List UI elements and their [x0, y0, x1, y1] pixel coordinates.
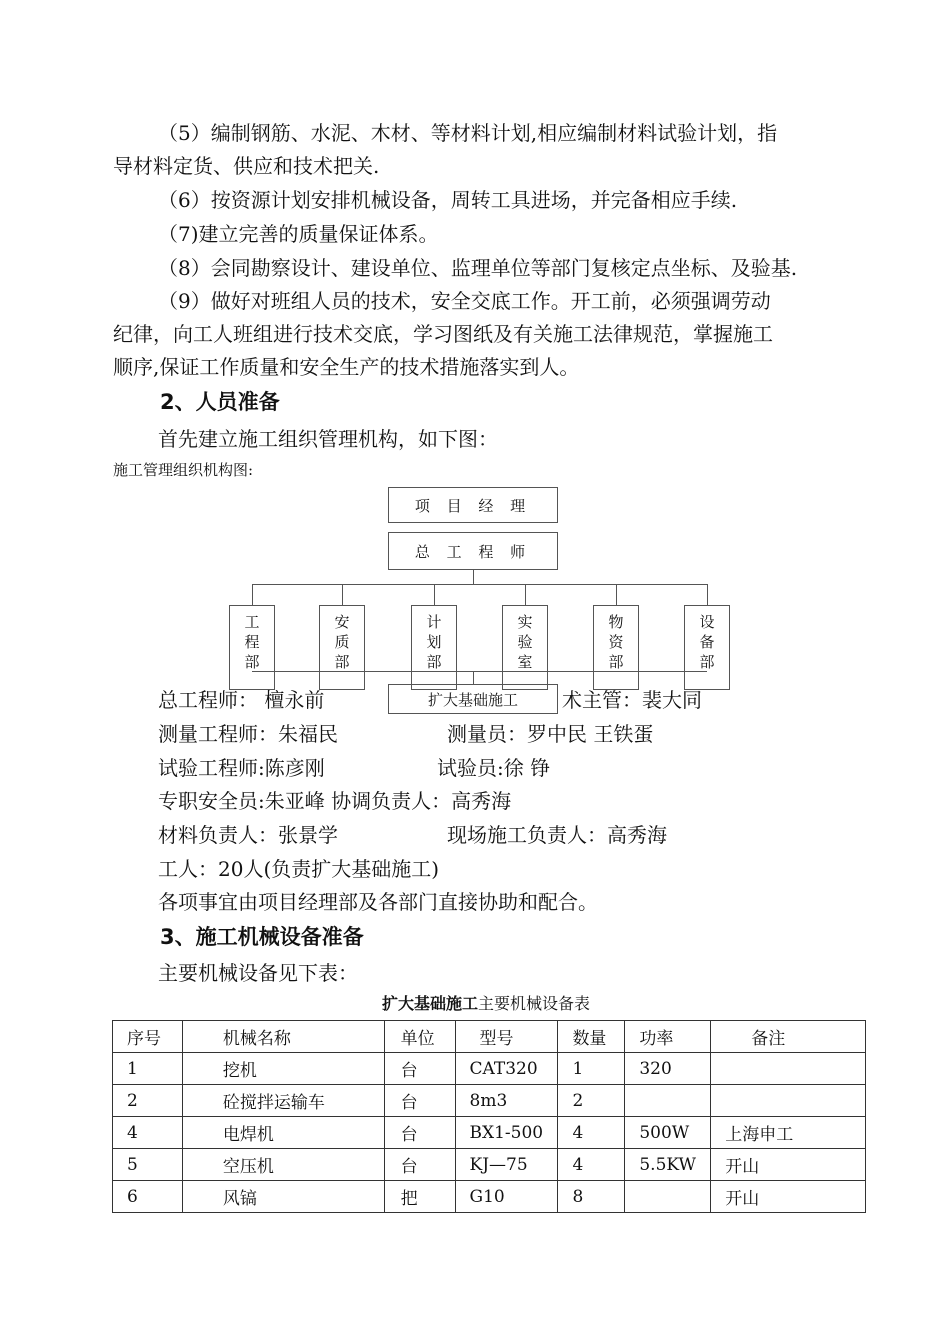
- table-row: [113, 1085, 866, 1117]
- table-cell: 5.5KW: [625, 1149, 711, 1181]
- staff-safety-officer: 专职安全员:朱亚峰 协调负责人：高秀海: [158, 789, 512, 813]
- org-box-char: 资: [608, 633, 624, 651]
- org-connector: [616, 584, 617, 605]
- table-cell: 空压机: [182, 1149, 384, 1181]
- staff-site-lead: 现场施工负责人：高秀海: [447, 823, 667, 847]
- table-row: [113, 1117, 866, 1149]
- org-box-project-manager: 项 目 经 理: [388, 487, 558, 523]
- table-cell: 2: [558, 1085, 625, 1117]
- table-cell: 1: [558, 1053, 625, 1085]
- table-cell: 砼搅拌运输车: [182, 1085, 384, 1117]
- table-header-cell: 型号: [455, 1021, 558, 1053]
- org-box-char: 工: [244, 613, 260, 631]
- table-cell: 1: [113, 1053, 183, 1085]
- org-box-char: 程: [244, 633, 260, 651]
- org-box-char: 备: [699, 633, 715, 651]
- org-box-chief-engineer: 总 工 程 师: [388, 532, 558, 570]
- org-connector: [252, 584, 707, 585]
- org-connector: [252, 584, 253, 605]
- staff-tech-director: 术主管：裴大同: [562, 688, 702, 712]
- table-cell: 5: [113, 1149, 183, 1181]
- table-cell: 台: [384, 1053, 455, 1085]
- table-cell: CAT320: [455, 1053, 558, 1085]
- section-heading-personnel: 2、人员准备: [160, 390, 280, 414]
- table-cell: 500W: [625, 1117, 711, 1149]
- table-cell: 上海申工: [711, 1117, 866, 1149]
- section-intro-personnel: 首先建立施工组织管理机构，如下图：: [158, 427, 498, 451]
- org-connector: [252, 671, 707, 672]
- paragraph-item-5-cont: 导材料定货、供应和技术把关.: [113, 154, 380, 178]
- table-cell: 4: [558, 1149, 625, 1181]
- table-cell: 挖机: [182, 1053, 384, 1085]
- table-cell: [625, 1181, 711, 1213]
- staff-tester: 试验员:徐 铮: [437, 756, 551, 780]
- staff-chief-engineer: 总工程师： 檀永前: [158, 688, 325, 712]
- org-box-safety-quality-dept: [319, 605, 365, 690]
- org-box-char: 部: [608, 653, 624, 671]
- staff-workers: 工人：20人(负责扩大基础施工): [158, 857, 440, 881]
- table-cell: 4: [113, 1117, 183, 1149]
- table-cell: 320: [625, 1053, 711, 1085]
- paragraph-item-8: （8）会同勘察设计、建设单位、监理单位等部门复核定点坐标、及验基.: [158, 256, 798, 280]
- org-box-planning-dept: [411, 605, 457, 690]
- org-box-char: 物: [608, 613, 624, 631]
- table-title: [382, 995, 590, 1013]
- org-connector: [434, 584, 435, 605]
- equipment-table: [112, 1020, 866, 1213]
- table-header-cell: 单位: [384, 1021, 455, 1053]
- section-intro-equipment: 主要机械设备见下表：: [158, 961, 358, 985]
- table-header-row: [113, 1021, 866, 1053]
- table-cell: BX1-500: [455, 1117, 558, 1149]
- org-box-char: 计: [426, 613, 442, 631]
- org-box-char: 部: [244, 653, 260, 671]
- org-box-char: 部: [426, 653, 442, 671]
- staff-survey-engineer: 测量工程师：朱福民: [158, 722, 338, 746]
- org-chart-caption: 施工管理组织机构图:: [113, 461, 254, 479]
- table-cell: 把: [384, 1181, 455, 1213]
- table-cell: G10: [455, 1181, 558, 1213]
- table-title-bold: 扩大基础施工: [382, 994, 479, 1013]
- table-cell: 4: [558, 1117, 625, 1149]
- table-cell: 开山: [711, 1181, 866, 1213]
- org-box-char: 质: [334, 633, 350, 651]
- paragraph-item-5: （5）编制钢筋、水泥、木材、等材料计划,相应编制材料试验计划，指: [158, 121, 778, 145]
- table-cell: KJ—75: [455, 1149, 558, 1181]
- org-connector: [342, 584, 343, 605]
- table-cell: [711, 1085, 866, 1117]
- org-box-char: 部: [334, 653, 350, 671]
- table-cell: 台: [384, 1085, 455, 1117]
- org-box-char: 部: [699, 653, 715, 671]
- paragraph-item-7: （7)建立完善的质量保证体系。: [158, 222, 439, 246]
- org-connector: [473, 570, 474, 584]
- table-header-cell: 序号: [113, 1021, 183, 1053]
- table-cell: 电焊机: [182, 1117, 384, 1149]
- table-row: [113, 1053, 866, 1085]
- paragraph-item-9-cont2: 顺序,保证工作质量和安全生产的技术措施落实到人。: [113, 355, 580, 379]
- table-cell: 台: [384, 1149, 455, 1181]
- table-cell: 8: [558, 1181, 625, 1213]
- org-box-laboratory: [502, 605, 548, 690]
- table-header-cell: 功率: [625, 1021, 711, 1053]
- table-row: [113, 1181, 866, 1213]
- table-header-cell: 备注: [711, 1021, 866, 1053]
- paragraph-item-9: （9）做好对班组人员的技术，安全交底工作。开工前，必须强调劳动: [158, 289, 771, 313]
- table-cell: 8m3: [455, 1085, 558, 1117]
- staff-coordination: 各项事宜由项目经理部及各部门直接协助和配合。: [158, 890, 598, 914]
- table-header-cell: 机械名称: [182, 1021, 384, 1053]
- table-cell: 6: [113, 1181, 183, 1213]
- org-box-materials-dept: [593, 605, 639, 690]
- org-box-char: 设: [699, 613, 715, 631]
- table-cell: 台: [384, 1117, 455, 1149]
- paragraph-item-9-cont1: 纪律，向工人班组进行技术交底，学习图纸及有关施工法律规范，掌握施工: [113, 322, 773, 346]
- org-box-char: 安: [334, 613, 350, 631]
- table-cell: 开山: [711, 1149, 866, 1181]
- table-cell: [711, 1053, 866, 1085]
- staff-surveyor: 测量员：罗中民 王铁蛋: [447, 722, 654, 746]
- org-box-foundation-construction: 扩大基础施工: [388, 684, 558, 714]
- table-row: [113, 1149, 866, 1181]
- table-title-rest: 主要机械设备表: [478, 994, 591, 1013]
- table-header-cell: 数量: [558, 1021, 625, 1053]
- paragraph-item-6: （6）按资源计划安排机械设备，周转工具进场，并完备相应手续.: [158, 188, 738, 212]
- org-box-equipment-dept: [684, 605, 730, 690]
- org-connector: [707, 584, 708, 605]
- table-cell: [625, 1085, 711, 1117]
- staff-test-engineer: 试验工程师:陈彦刚: [158, 756, 325, 780]
- org-box-char: 室: [517, 653, 533, 671]
- org-box-char: 划: [426, 633, 442, 651]
- org-connector: [473, 671, 474, 684]
- table-cell: 风镐: [182, 1181, 384, 1213]
- org-box-char: 实: [517, 613, 533, 631]
- section-heading-equipment: 3、施工机械设备准备: [160, 925, 364, 949]
- org-box-char: 验: [517, 633, 533, 651]
- org-connector: [525, 584, 526, 605]
- table-cell: 2: [113, 1085, 183, 1117]
- org-box-engineering-dept: [229, 605, 275, 690]
- staff-material-lead: 材料负责人：张景学: [158, 823, 338, 847]
